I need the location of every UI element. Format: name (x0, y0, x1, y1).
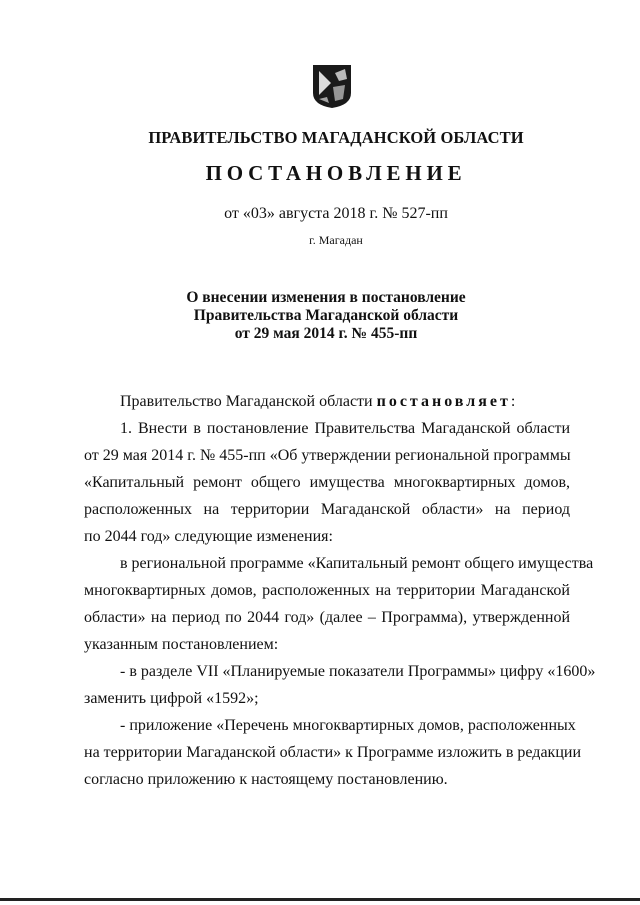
subject-line: от 29 мая 2014 г. № 455-пп (234, 325, 418, 342)
paragraph-1-line: «Капитальный ремонт общего имущества многоквартирных домов, (84, 474, 570, 491)
document-date-number: от «03» августа 2018 г. № 527-пп (224, 205, 448, 222)
paragraph-1-line: по 2044 год» следующие изменения: (84, 528, 333, 545)
paragraph-3-line: заменить цифрой «1592»; (84, 690, 259, 707)
paragraph-2-line: многоквартирных домов, расположенных на территории Магаданской (84, 582, 570, 599)
document-type-title: ПОСТАНОВЛЕНИЕ (205, 161, 467, 185)
page-bottom-edge (0, 898, 640, 901)
coat-of-arms-emblem (311, 63, 353, 109)
subject-line: О внесении изменения в постановление (186, 289, 466, 306)
paragraph-2-line: указанным постановлением: (84, 636, 279, 653)
intro-resolves-word: постановляет (376, 393, 511, 410)
paragraph-4-line: согласно приложению к настоящему постановлению. (84, 771, 448, 788)
paragraph-3-line: - в разделе VII «Планируемые показатели Программы» цифру «1600» (120, 663, 596, 680)
paragraph-2-line: области» на период по 2044 год» (далее – Программа), утвержденной (84, 609, 570, 626)
document-city: г. Магадан (309, 233, 363, 247)
subject-line: Правительства Магаданской области (193, 307, 459, 324)
document-body (84, 388, 596, 793)
paragraph-1-line: расположенных на территории Магаданской области» на период (84, 501, 570, 518)
intro-prefix: Правительство Магаданской области (120, 393, 377, 410)
intro-paragraph (84, 388, 570, 415)
organization-name: ПРАВИТЕЛЬСТВО МАГАДАНСКОЙ ОБЛАСТИ (148, 128, 524, 147)
paragraph-2-line: в региональной программе «Капитальный ремонт общего имущества (120, 555, 594, 572)
paragraph-4-line: на территории Магаданской области» к Программе изложить в редакции (84, 744, 581, 761)
document-subject (0, 289, 640, 343)
paragraph-1-line: от 29 мая 2014 г. № 455-пп «Об утверждении региональной программы (84, 447, 571, 464)
paragraph-4-line: - приложение «Перечень многоквартирных домов, расположенных (120, 717, 576, 734)
paragraph-1-line: 1. Внести в постановление Правительства Магаданской области (120, 420, 570, 437)
intro-suffix: : (510, 393, 516, 410)
